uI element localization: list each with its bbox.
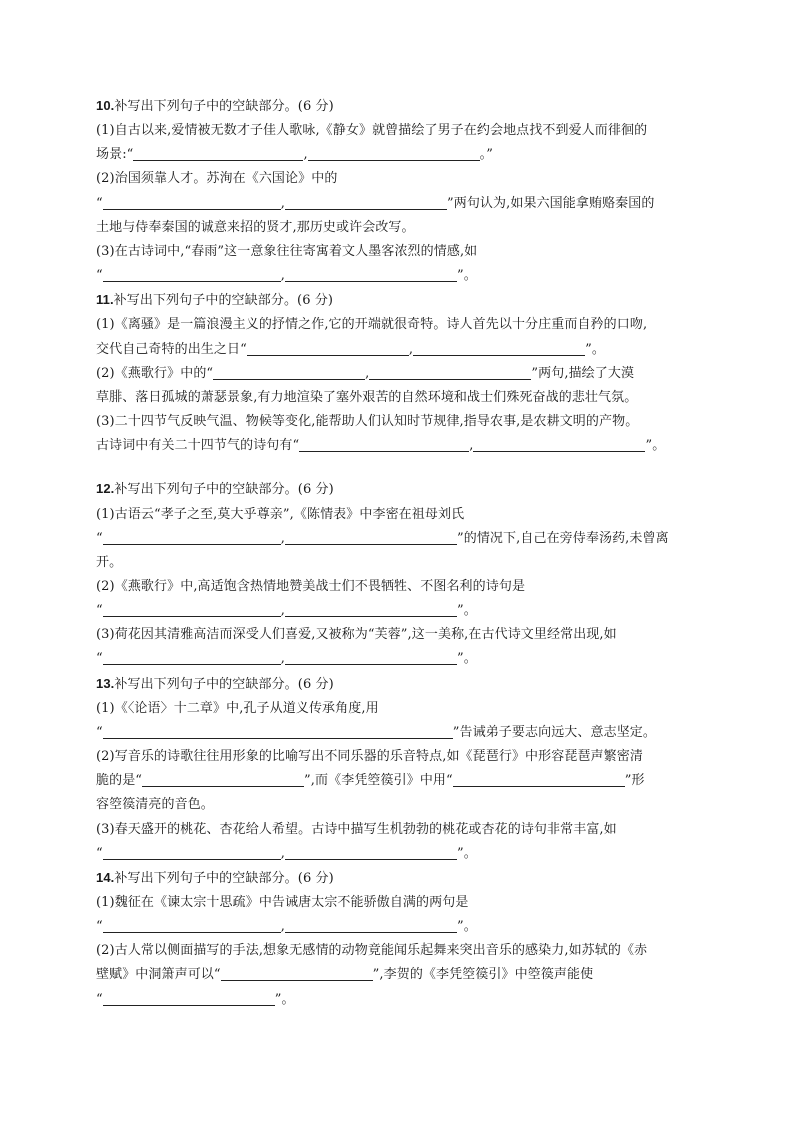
q11-part1-answer: 交代自己奇特的出生之日“ , ”。 <box>96 341 605 357</box>
q14-part2-answer: 壁赋》中洞箫声可以“ ”,李贺的《李凭箜篌引》中箜篌声能使 <box>96 967 594 983</box>
q13-part3-answer: “ , ”。 <box>96 845 477 861</box>
q14-title: 14.补写出下列句子中的空缺部分。(6 分) <box>96 869 334 886</box>
worksheet-page <box>96 94 698 1012</box>
q12-part1: (1)古语云“孝子之至,莫大乎尊亲”,《陈情表》中李密在祖母刘氏 <box>96 506 465 522</box>
q11-part3-answer: 古诗词中有关二十四节气的诗句有“ , ”。 <box>96 438 666 454</box>
answer-blank[interactable] <box>308 145 480 161</box>
q14-part1-answer: “ , ”。 <box>96 919 477 935</box>
q12-part3-answer: “ , ”。 <box>96 651 477 667</box>
answer-blank[interactable] <box>285 266 457 282</box>
q12-part1-answer: “ , ”的情况下,自己在旁侍奉汤药,未曾离 <box>96 530 669 546</box>
answer-blank[interactable] <box>142 771 304 787</box>
answer-blank[interactable] <box>133 145 303 161</box>
answer-blank[interactable] <box>369 364 531 380</box>
q10-part2-answer: “ , ”两句认为,如果六国能拿贿赂秦国的 <box>96 195 655 211</box>
q13-title: 13.补写出下列句子中的空缺部分。(6 分) <box>96 675 334 692</box>
answer-blank[interactable] <box>413 340 585 356</box>
answer-blank[interactable] <box>285 529 457 545</box>
q12-title: 12.补写出下列句子中的空缺部分。(6 分) <box>96 481 334 498</box>
answer-blank[interactable] <box>299 436 469 452</box>
q11-part2: (2)《燕歌行》中的“ , ”两句,描绘了大漠 <box>96 365 635 381</box>
q13-part2: (2)写音乐的诗歌往往用形象的比喻写出不同乐器的乐音特点,如《琵琶行》中形容琵琶声繁密清 <box>96 749 643 765</box>
q10-part1: (1)自古以来,爱情被无数才子佳人歌咏,《静女》就曾描绘了男子在约会地点找不到爱人而徘徊的 <box>96 123 648 139</box>
answer-blank[interactable] <box>285 601 457 617</box>
q12-part2: (2)《燕歌行》中,高适饱含热情地赞美战士们不畏牺牲、不图名利的诗句是 <box>96 578 526 594</box>
answer-blank[interactable] <box>285 649 457 665</box>
q11-title: 11.补写出下列句子中的空缺部分。(6 分) <box>96 292 334 309</box>
q10-part1-answer: 场景:“ , 。” <box>96 147 494 163</box>
answer-blank[interactable] <box>213 364 365 380</box>
q13-part3: (3)春天盛开的桃花、杏花给人希望。古诗中描写生机勃勃的桃花或杏花的诗句非常丰富,如 <box>96 821 617 837</box>
answer-blank[interactable] <box>473 436 645 452</box>
q12-part2-answer: “ , ”。 <box>96 603 477 619</box>
answer-blank[interactable] <box>453 771 625 787</box>
q14-part2: (2)古人常以侧面描写的手法,想象无感情的动物竟能闻乐起舞来突出音乐的感染力,如苏轼的《赤 <box>96 943 648 959</box>
answer-blank[interactable] <box>285 844 457 860</box>
answer-blank[interactable] <box>103 649 281 665</box>
q11-part1: (1)《离骚》是一篇浪漫主义的抒情之作,它的开端就很奇特。诗人首先以十分庄重而自矜的口吻, <box>96 317 648 333</box>
q12-part3: (3)荷花因其清雅高洁而深受人们喜爱,又被称为“芙蓉”,这一美称,在古代诗文里经常出现,如 <box>96 627 617 643</box>
q11-part3: (3)二十四节气反映气温、物候等变化,能帮助人们认知时节规律,指导农事,是农耕文明的产物。 <box>96 414 639 430</box>
answer-blank[interactable] <box>103 844 281 860</box>
answer-blank[interactable] <box>103 194 281 210</box>
q10-title: 10.补写出下列句子中的空缺部分。(6 分) <box>96 98 334 114</box>
q10-part3-answer: “ , ”。 <box>96 268 477 284</box>
q11-part2-cont: 草腓、落日孤城的萧瑟景象,有力地渲染了塞外艰苦的自然环境和战士们殊死奋战的悲壮气氛。 <box>96 389 638 405</box>
q13-part1: (1)《〈论语〉十二章》中,孔子从道义传承角度,用 <box>96 700 379 716</box>
answer-blank[interactable] <box>103 266 281 282</box>
q10-part3: (3)在古诗词中,“春雨”这一意象往往寄寓着文人墨客浓烈的情感,如 <box>96 243 478 259</box>
q10-part2: (2)治国须靠人才。苏洵在《六国论》中的 <box>96 171 338 187</box>
answer-blank[interactable] <box>103 990 275 1006</box>
q13-part2-cont: 容箜篌清亮的音色。 <box>96 797 214 813</box>
q10-part2-cont: 土地与侍奉秦国的诚意来招的贤才,那历史或许会改写。 <box>96 219 415 235</box>
q14-part2-cont: “ ”。 <box>96 991 295 1007</box>
answer-blank[interactable] <box>103 917 281 933</box>
q13-part1-answer: “ ”告诫弟子要志向远大、意志坚定。 <box>96 724 656 740</box>
answer-blank[interactable] <box>221 965 373 981</box>
answer-blank[interactable] <box>103 529 281 545</box>
q13-part2-answer: 脆的是“ ”,而《李凭箜篌引》中用“ ”形 <box>96 773 645 789</box>
answer-blank[interactable] <box>103 601 281 617</box>
answer-blank[interactable] <box>285 194 447 210</box>
q12-part1-cont: 开。 <box>96 554 123 570</box>
section-spacer <box>96 458 698 477</box>
answer-blank[interactable] <box>285 917 457 933</box>
q14-part1: (1)魏征在《谏太宗十思疏》中告诫唐太宗不能骄傲自满的两句是 <box>96 895 469 910</box>
answer-blank[interactable] <box>247 340 409 356</box>
answer-blank[interactable] <box>103 723 453 739</box>
